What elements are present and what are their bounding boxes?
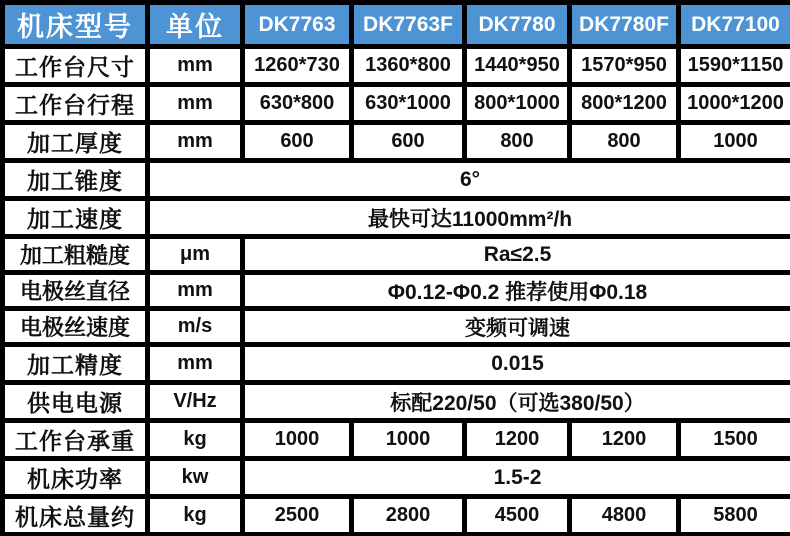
row-cutting-thickness [3,123,790,161]
row-label: 机床总量约 [3,497,148,535]
merged-value-cell: 1.5-2 [243,459,790,497]
row-surface-roughness [3,237,790,273]
unit-cell: kg [148,421,243,459]
merged-value-cell: 最快可达11000mm²/h [148,199,790,237]
row-cutting-speed [3,199,790,237]
row-machine-weight [3,497,790,535]
value-cell: 1000 [243,421,352,459]
row-label: 电极丝直径 [3,273,148,309]
row-worktable-load [3,421,790,459]
row-label: 加工精度 [3,345,148,383]
value-cell: 1260*730 [243,47,352,85]
unit-cell: m/s [148,309,243,345]
value-cell: 1200 [465,421,570,459]
row-worktable-travel [3,85,790,123]
value-cell: 2800 [352,497,465,535]
value-cell: 800 [465,123,570,161]
row-label: 电极丝速度 [3,309,148,345]
value-cell: 2500 [243,497,352,535]
value-cell: 4800 [570,497,679,535]
unit-cell: mm [148,85,243,123]
merged-value-cell: 变频可调速 [243,309,790,345]
value-cell: 1500 [679,421,790,459]
merged-value-cell: 0.015 [243,345,790,383]
value-cell: 4500 [465,497,570,535]
header-machine-model-label: 机床型号 [3,3,148,47]
value-cell: 630*800 [243,85,352,123]
value-cell: 600 [352,123,465,161]
merged-value-cell: Ra≤2.5 [243,237,790,273]
value-cell: 1440*950 [465,47,570,85]
merged-value-cell: Φ0.12-Φ0.2 推荐使用Φ0.18 [243,273,790,309]
row-machining-accuracy [3,345,790,383]
unit-cell: mm [148,273,243,309]
unit-cell: mm [148,345,243,383]
row-label: 工作台行程 [3,85,148,123]
header-model-dk7780: DK7780 [465,3,570,47]
row-label: 加工厚度 [3,123,148,161]
row-wire-speed [3,309,790,345]
value-cell: 1200 [570,421,679,459]
row-label: 加工速度 [3,199,148,237]
merged-value-cell: 标配220/50（可选380/50） [243,383,790,421]
row-label: 供电电源 [3,383,148,421]
header-model-dk7763: DK7763 [243,3,352,47]
value-cell: 1590*1150 [679,47,790,85]
header-model-dk77100: DK77100 [679,3,790,47]
row-label: 工作台尺寸 [3,47,148,85]
row-machine-power [3,459,790,497]
value-cell: 800 [570,123,679,161]
value-cell: 800*1000 [465,85,570,123]
row-wire-diameter [3,273,790,309]
row-cutting-taper [3,161,790,199]
value-cell: 1000*1200 [679,85,790,123]
value-cell: 630*1000 [352,85,465,123]
merged-value-cell: 6° [148,161,790,199]
value-cell: 5800 [679,497,790,535]
value-cell: 1570*950 [570,47,679,85]
header-unit-label: 单位 [148,3,243,47]
value-cell: 1360*800 [352,47,465,85]
unit-cell: kg [148,497,243,535]
row-label: 机床功率 [3,459,148,497]
unit-cell: V/Hz [148,383,243,421]
header-row [3,3,790,47]
row-worktable-size [3,47,790,85]
unit-cell: mm [148,123,243,161]
value-cell: 800*1200 [570,85,679,123]
value-cell: 1000 [679,123,790,161]
value-cell: 600 [243,123,352,161]
row-label: 加工粗糙度 [3,237,148,273]
row-power-supply [3,383,790,421]
unit-cell: kw [148,459,243,497]
value-cell: 1000 [352,421,465,459]
row-label: 工作台承重 [3,421,148,459]
header-model-dk7763f: DK7763F [352,3,465,47]
unit-cell: μm [148,237,243,273]
row-label: 加工锥度 [3,161,148,199]
header-model-dk7780f: DK7780F [570,3,679,47]
unit-cell: mm [148,47,243,85]
